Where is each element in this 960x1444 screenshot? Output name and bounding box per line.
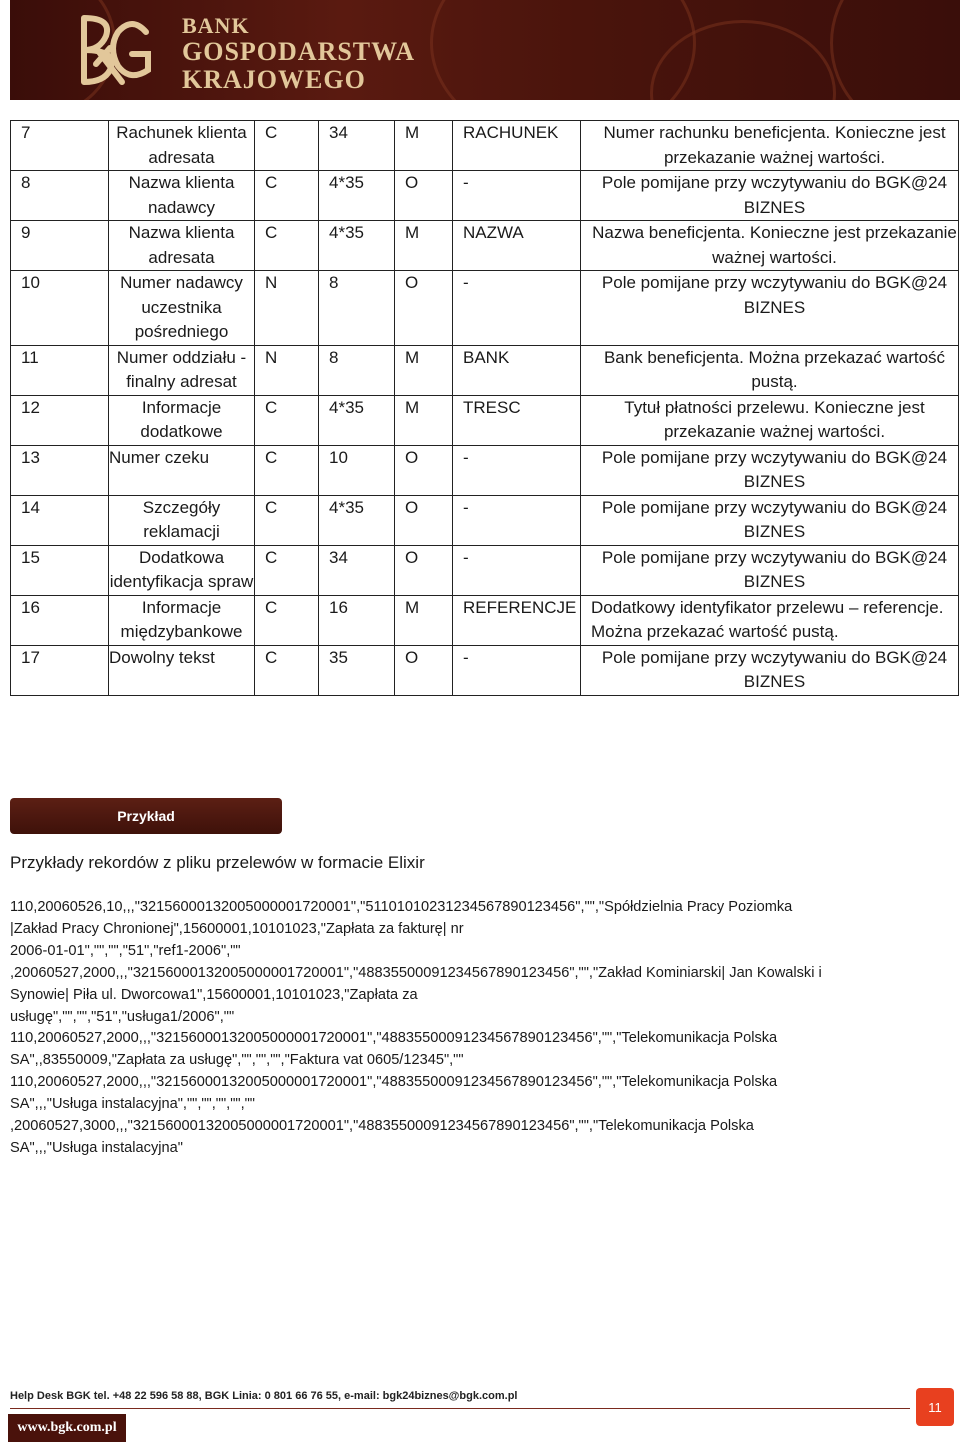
- field-description: Pole pomijane przy wczytywaniu do BGK@24 BIZNES: [581, 271, 959, 346]
- field-tag: BANK: [453, 345, 581, 395]
- field-name: Nazwa klienta nadawcy: [109, 171, 255, 221]
- footer-divider: [10, 1408, 910, 1409]
- row-number: 8: [11, 171, 109, 221]
- logo-line-krajowego: KRAJOWEGO: [182, 65, 366, 94]
- field-tag: -: [453, 495, 581, 545]
- table-row: [11, 445, 959, 495]
- field-required: M: [395, 221, 453, 271]
- field-description: Numer rachunku beneficjenta. Konieczne jest przekazanie ważnej wartości.: [581, 121, 959, 171]
- page-number-badge: 11: [916, 1388, 954, 1426]
- field-tag: -: [453, 171, 581, 221]
- field-name: Numer czeku: [109, 445, 255, 495]
- field-length: 4*35: [319, 171, 395, 221]
- field-name: Numer oddziału - finalny adresat: [109, 345, 255, 395]
- table-row: [11, 495, 959, 545]
- table-row: [11, 271, 959, 346]
- table-row: [11, 345, 959, 395]
- row-number: 17: [11, 645, 109, 695]
- field-length: 10: [319, 445, 395, 495]
- field-length: 8: [319, 271, 395, 346]
- example-section-tab: [10, 798, 282, 834]
- field-length: 8: [319, 345, 395, 395]
- field-tag: REFERENCJE: [453, 595, 581, 645]
- elixir-records-text: 110,20060526,10,,,"32156000132005000001720001","51101010231234567890123456","","Spółdzielnia Pracy Poziomka |Zakład Pracy Chronionej",15600001,10101023,"Zapłata za fakturę| nr 2006-01-01","","","51","ref1-2006","" ,20060527,2000,,,"32156000132005000001720001","48835500091234567890123456","","Zakład Kominiarski| Jan Kowalski i Synowie| Piła ul. Dworcowa1",15600001,10101023,"Zapłata za usługę","","","51","usługa1/2006","" 110,20060527,2000,,,"32156000132005000001720001","48835500091234567890123456","","Telekomunikacja Polska SA",,83550009,"Zapłata za usługę","","","","Faktura vat 0605/12345","" 110,20060527,2000,,,"32156000132005000001720001","48835500091234567890123456","","Telekomunikacja Polska SA",,,"Usługa instalacyjna","","","","","" ,20060527,3000,,,"32156000132005000001720001","48835500091234567890123456","","Telekomunikacja Polska SA",,,"Usługa instalacyjna": [10, 899, 822, 1156]
- field-name: Rachunek klienta adresata: [109, 121, 255, 171]
- field-length: 4*35: [319, 221, 395, 271]
- table-row: [11, 595, 959, 645]
- header-banner: [10, 0, 960, 100]
- field-name: Informacje międzybankowe: [109, 595, 255, 645]
- field-type: N: [255, 271, 319, 346]
- field-required: M: [395, 345, 453, 395]
- table-row: [11, 121, 959, 171]
- field-required: M: [395, 595, 453, 645]
- field-type: C: [255, 121, 319, 171]
- field-description: Nazwa beneficjenta. Konieczne jest przekazanie ważnej wartości.: [581, 221, 959, 271]
- field-length: 34: [319, 121, 395, 171]
- field-tag: TRESC: [453, 395, 581, 445]
- bank-name-logo: [182, 14, 415, 94]
- field-tag: -: [453, 445, 581, 495]
- field-tag: -: [453, 645, 581, 695]
- field-tag: RACHUNEK: [453, 121, 581, 171]
- row-number: 7: [11, 121, 109, 171]
- field-name: Dodatkowa identyfikacja spraw: [109, 545, 255, 595]
- field-required: M: [395, 395, 453, 445]
- field-description: Pole pomijane przy wczytywaniu do BGK@24 BIZNES: [581, 445, 959, 495]
- field-name: Numer nadawcy uczestnika pośredniego: [109, 271, 255, 346]
- logo-line-bank: BANK: [182, 13, 250, 38]
- field-required: O: [395, 445, 453, 495]
- row-number: 11: [11, 345, 109, 395]
- field-type: C: [255, 171, 319, 221]
- field-type: C: [255, 395, 319, 445]
- field-required: O: [395, 271, 453, 346]
- field-type: C: [255, 645, 319, 695]
- field-tag: -: [453, 545, 581, 595]
- table-row: [11, 221, 959, 271]
- field-length: 34: [319, 545, 395, 595]
- table-row: [11, 645, 959, 695]
- field-tag: NAZWA: [453, 221, 581, 271]
- field-type: N: [255, 345, 319, 395]
- field-length: 4*35: [319, 495, 395, 545]
- field-description: Dodatkowy identyfikator przelewu – referencje. Można przekazać wartość pustą.: [581, 595, 959, 645]
- field-spec-table-body: [11, 121, 959, 696]
- row-number: 16: [11, 595, 109, 645]
- field-name: Dowolny tekst: [109, 645, 255, 695]
- field-spec-table: [10, 120, 959, 696]
- field-name: Informacje dodatkowe: [109, 395, 255, 445]
- footer-contact-info: Help Desk BGK tel. +48 22 596 58 88, BGK Linia: 0 801 66 76 55, e-mail: bgk24biznes@bgk.com.pl: [10, 1390, 518, 1402]
- row-number: 13: [11, 445, 109, 495]
- field-tag: -: [453, 271, 581, 346]
- field-required: O: [395, 645, 453, 695]
- row-number: 9: [11, 221, 109, 271]
- example-tab-label: Przykład: [117, 808, 175, 824]
- field-name: Nazwa klienta adresata: [109, 221, 255, 271]
- field-required: O: [395, 495, 453, 545]
- field-type: C: [255, 545, 319, 595]
- field-description: Bank beneficjenta. Można przekazać wartość pustą.: [581, 345, 959, 395]
- logo-line-gospodarstwa: GOSPODARSTWA: [182, 37, 416, 66]
- field-required: O: [395, 545, 453, 595]
- field-type: C: [255, 495, 319, 545]
- row-number: 10: [11, 271, 109, 346]
- table-row: [11, 545, 959, 595]
- field-description: Pole pomijane przy wczytywaniu do BGK@24 BIZNES: [581, 495, 959, 545]
- table-row: [11, 171, 959, 221]
- field-description: Pole pomijane przy wczytywaniu do BGK@24 BIZNES: [581, 645, 959, 695]
- field-type: C: [255, 221, 319, 271]
- bgk-logo-icon: [66, 8, 166, 92]
- field-required: M: [395, 121, 453, 171]
- field-description: Tytuł płatności przelewu. Konieczne jest przekazanie ważnej wartości.: [581, 395, 959, 445]
- field-length: 16: [319, 595, 395, 645]
- field-description: Pole pomijane przy wczytywaniu do BGK@24 BIZNES: [581, 545, 959, 595]
- row-number: 14: [11, 495, 109, 545]
- field-required: O: [395, 171, 453, 221]
- decorative-swirl: [830, 0, 960, 100]
- row-number: 12: [11, 395, 109, 445]
- footer-website-link[interactable]: www.bgk.com.pl: [8, 1414, 126, 1442]
- field-length: 35: [319, 645, 395, 695]
- table-row: [11, 395, 959, 445]
- example-heading: Przykłady rekordów z pliku przelewów w formacie Elixir: [10, 853, 425, 872]
- field-type: C: [255, 445, 319, 495]
- field-description: Pole pomijane przy wczytywaniu do BGK@24 BIZNES: [581, 171, 959, 221]
- field-type: C: [255, 595, 319, 645]
- row-number: 15: [11, 545, 109, 595]
- field-length: 4*35: [319, 395, 395, 445]
- field-name: Szczegóły reklamacji: [109, 495, 255, 545]
